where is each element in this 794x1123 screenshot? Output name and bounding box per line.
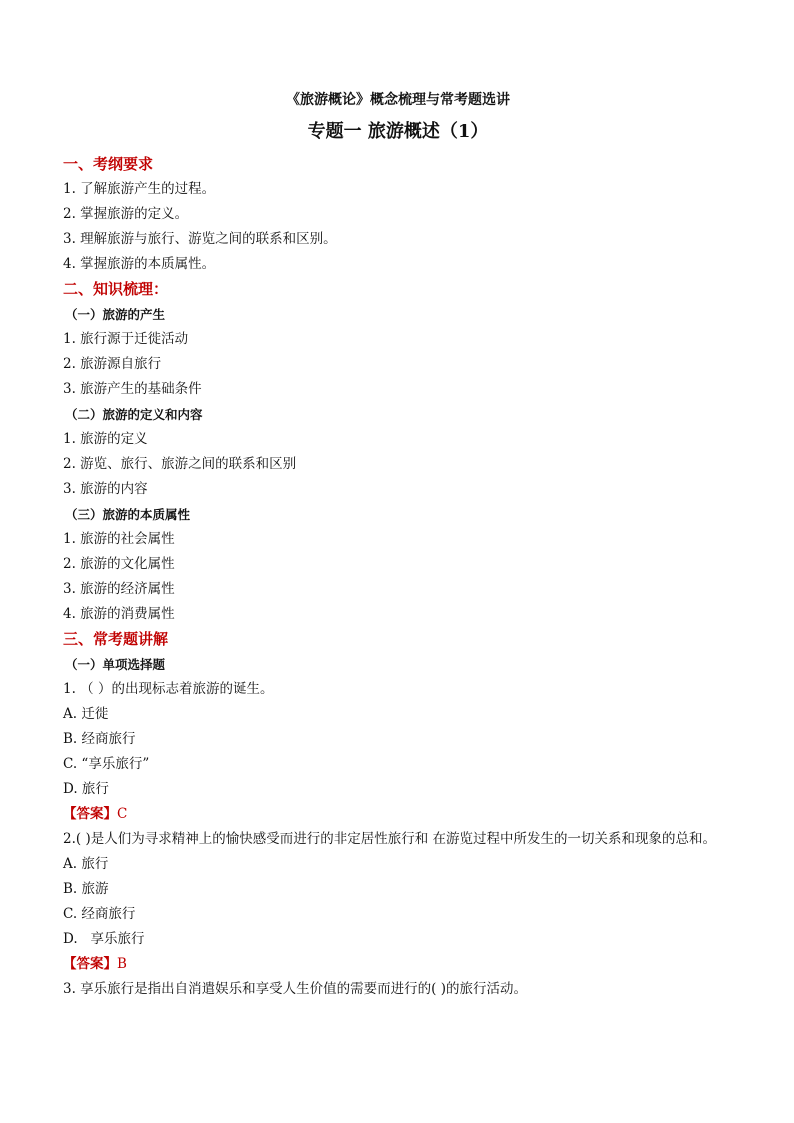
- list-item: 1. 旅游的定义: [63, 431, 148, 447]
- list-item: 3. 旅游产生的基础条件: [63, 381, 202, 397]
- section-heading-knowledge-review: 二、知识梳理：: [63, 280, 169, 298]
- answer-2: [63, 952, 733, 977]
- list-item: 1. 了解旅游产生的过程。: [63, 181, 216, 197]
- option-d: D. 享乐旅行: [63, 931, 145, 947]
- option-b: B. 旅游: [63, 881, 109, 897]
- option-b: B. 经商旅行: [63, 731, 136, 747]
- document-page: [63, 88, 733, 1002]
- list-item: 2. 游览、旅行、旅游之间的联系和区别: [63, 456, 297, 472]
- list-item: 4. 旅游的消费属性: [63, 606, 175, 622]
- list-item: 1. 旅游的社会属性: [63, 531, 175, 547]
- option-c: C. 经商旅行: [63, 906, 136, 922]
- question-2: 2.( )是人们为寻求精神上的愉快感受而进行的非定居性旅行和 在游览过程中所发生的一切关系和现象的总和。: [63, 831, 716, 847]
- section-heading-exam-requirements: 一、考纲要求: [63, 155, 154, 173]
- list-item: 3. 理解旅游与旅行、游览之间的联系和区别。: [63, 231, 337, 247]
- list-item: 4. 掌握旅游的本质属性。: [63, 256, 216, 272]
- option-a: A. 迁徙: [63, 706, 109, 722]
- subsection-heading-attributes: （三）旅游的本质属性: [65, 507, 191, 522]
- list-item: 2. 旅游的文化属性: [63, 556, 175, 572]
- list-item: 2. 旅游源自旅行: [63, 356, 162, 372]
- answer-value: B: [117, 956, 127, 972]
- answer-tag: 【答案】: [63, 806, 117, 822]
- subsection-heading-definition: （二）旅游的定义和内容: [65, 407, 203, 422]
- option-d: D. 旅行: [63, 781, 109, 797]
- section-heading-exam-questions: 三、常考题讲解: [63, 630, 169, 648]
- document-title: 《旅游概论》概念梳理与常考题选讲: [286, 92, 510, 108]
- answer-tag: 【答案】: [63, 956, 117, 972]
- subsection-heading-single-choice: （一）单项选择题: [65, 657, 166, 672]
- document-subtitle: 专题一 旅游概述（1）: [307, 121, 489, 142]
- option-c: C. “享乐旅行”: [63, 756, 150, 772]
- answer-value: C: [117, 806, 128, 822]
- answer-1: [63, 802, 733, 827]
- list-item: 2. 掌握旅游的定义。: [63, 206, 189, 222]
- list-item: 3. 旅游的经济属性: [63, 581, 175, 597]
- subsection-heading-origin: （一）旅游的产生: [65, 307, 166, 322]
- question-3: 3. 享乐旅行是指出自消遣娱乐和享受人生价值的需要而进行的( )的旅行活动。: [63, 981, 527, 997]
- list-item: 3. 旅游的内容: [63, 481, 148, 497]
- question-1: 1. （ ）的出现标志着旅游的诞生。: [63, 681, 274, 697]
- option-a: A. 旅行: [63, 856, 109, 872]
- list-item: 1. 旅行源于迁徙活动: [63, 331, 189, 347]
